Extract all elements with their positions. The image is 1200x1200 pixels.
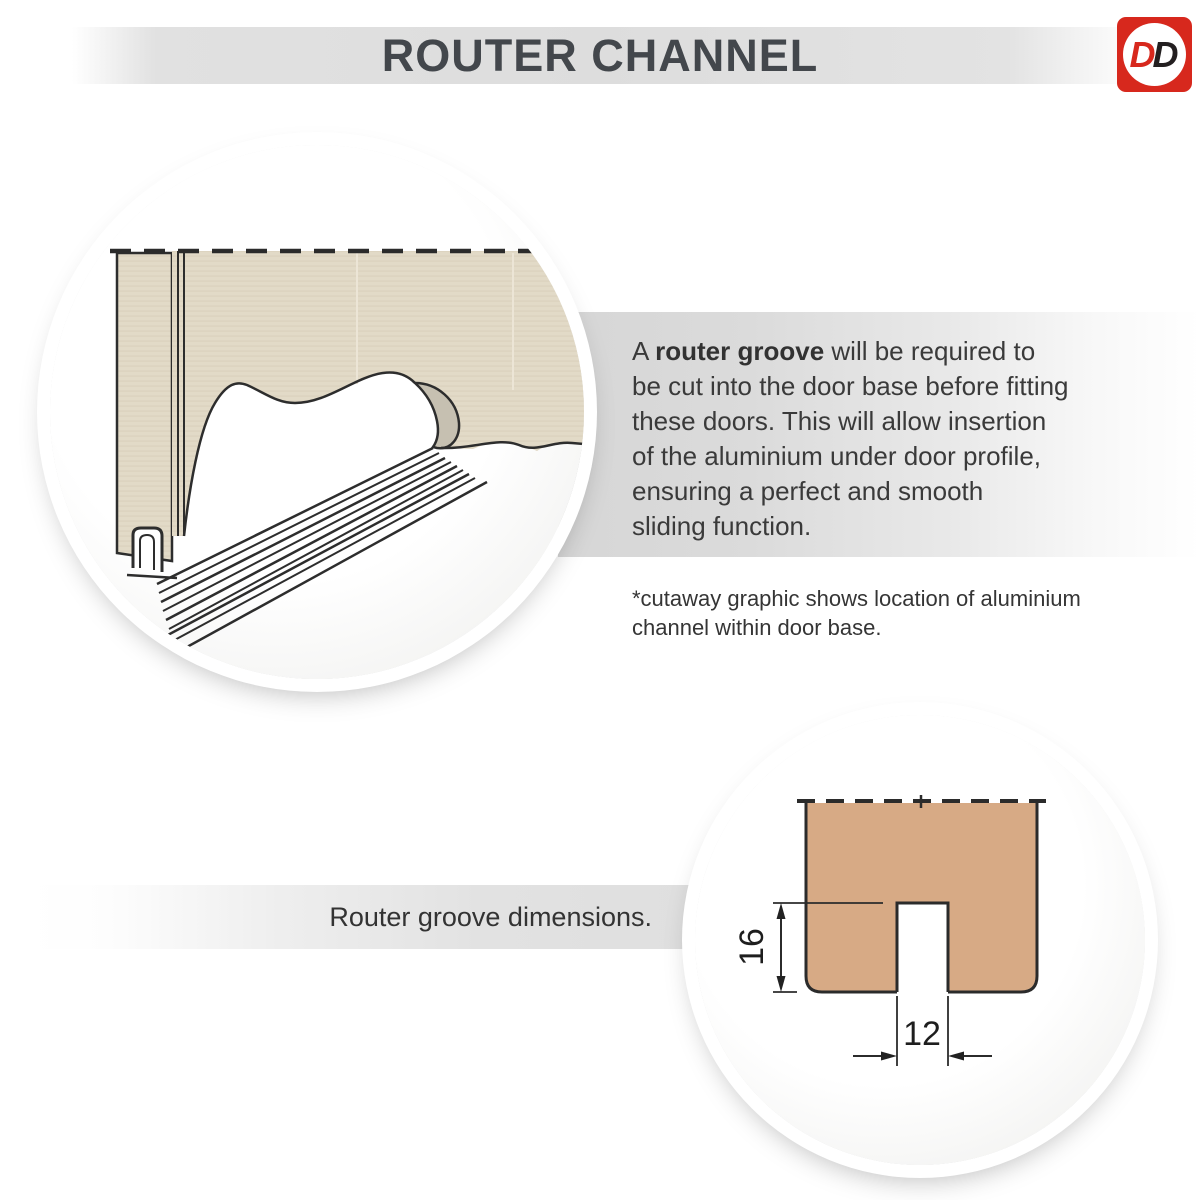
door-cutaway-illustration xyxy=(50,145,584,679)
intro-line: ensuring a perfect and smooth xyxy=(632,476,984,506)
router-groove-term: router groove xyxy=(655,336,825,366)
groove-dimension-diagram xyxy=(695,715,1145,1165)
note-line: *cutaway graphic shows location of aluminium xyxy=(632,586,1081,611)
width-value: 12 xyxy=(903,1015,941,1053)
profile-foot-line xyxy=(127,575,177,578)
door-panel xyxy=(184,251,584,536)
dd-logo-text xyxy=(1129,33,1176,75)
cutaway-note xyxy=(632,584,1081,642)
arrow-up xyxy=(777,903,786,919)
dd-letter-1: D xyxy=(1129,33,1153,75)
arrow-right xyxy=(881,1052,897,1061)
dd-letter-2: D xyxy=(1152,33,1176,75)
dd-logo-disc xyxy=(1123,23,1186,86)
intro-line: be cut into the door base before fitting xyxy=(632,371,1069,401)
depth-value: 16 xyxy=(733,928,771,966)
header-bar xyxy=(0,27,1200,84)
intro-line: of the aluminium under door profile, xyxy=(632,441,1042,471)
door-stile xyxy=(117,253,172,561)
note-line: channel within door base. xyxy=(632,615,882,640)
dd-brand-logo xyxy=(1117,17,1192,92)
page-title: ROUTER CHANNEL xyxy=(381,30,819,81)
door-cutaway-circle xyxy=(50,145,584,679)
intro-line: these doors. This will allow insertion xyxy=(632,406,1047,436)
aluminium-channel-lines xyxy=(157,448,463,629)
arrow-left xyxy=(948,1052,964,1061)
arrow-down xyxy=(777,976,786,992)
dimensions-band xyxy=(30,885,692,949)
intro-text xyxy=(632,334,1069,544)
dimensions-label: Router groove dimensions. xyxy=(329,902,652,932)
groove-diagram-circle xyxy=(695,715,1145,1165)
groove-notch-fill xyxy=(897,903,948,992)
intro-line: sliding function. xyxy=(632,511,812,541)
intro-line: A router groove will be required to xyxy=(632,336,1036,366)
